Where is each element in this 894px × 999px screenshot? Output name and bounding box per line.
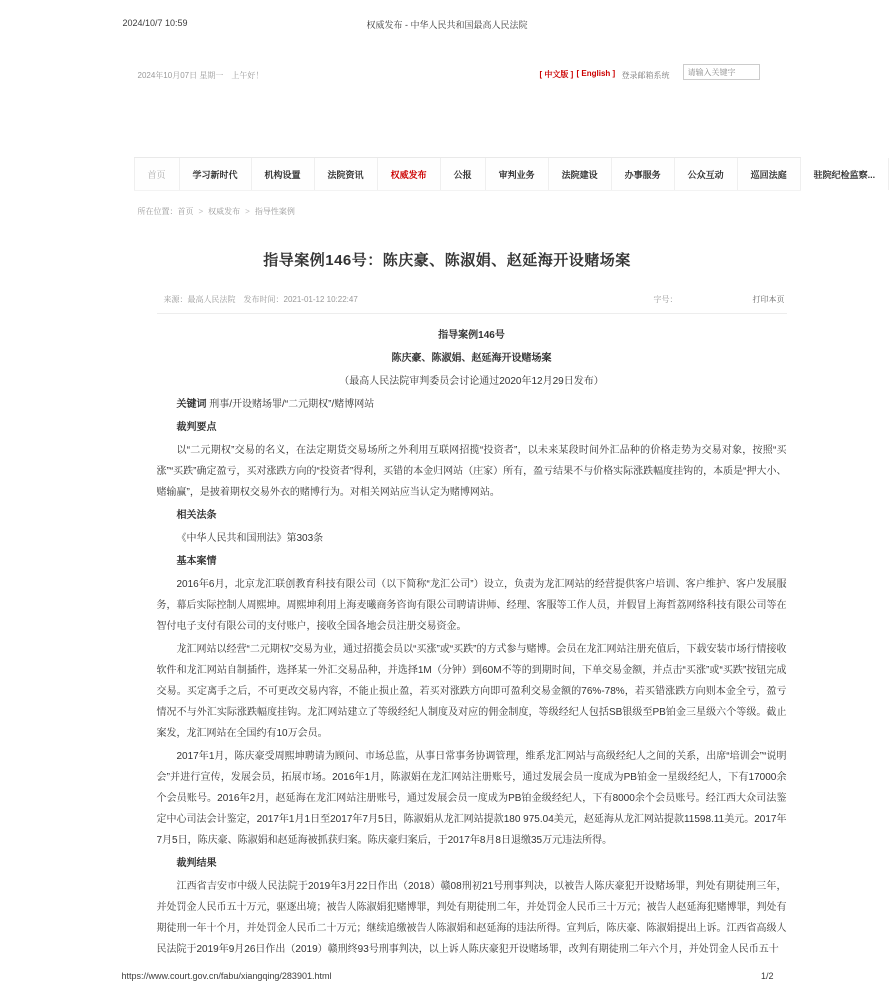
nav-item-services[interactable]: 办事服务 (612, 158, 675, 190)
main-nav (134, 157, 876, 191)
print-url: https://www.court.gov.cn/fabu/xiangqing/283901.html (121, 971, 332, 981)
article-meta (157, 292, 787, 312)
section-paragraph: 2017年1月，陈庆豪受周熙坤聘请为顾问、市场总监，从事日常事务协调管理，维系龙汇网站与高级经纪人之间的关系，出席“培训会”“说明会”并进行宣传，发展会员，拓展市场。2016年1月，陈淑娟在龙汇网站注册账号，通过发展会员一度成为PB铂金一星级经纪人，下有17000余个会员账号。2016年2月，赵延海在龙汇网站注册账号，通过发展会员一度成为PB铂金级经纪人，下有8000余个会员账号。经江西大众司法鉴定中心司法会计鉴定，2017年1月1日至2017年7月5日，陈淑娟从龙汇网站提款180 975.04美元，赵延海从龙汇网站提款11598.11美元。2017年7月5日，陈庆豪、陈淑娟和赵延海被抓获归案。陈庆豪归案后，于2017年8月8日退缴35万元违法所得。 (156, 751, 787, 846)
breadcrumb-home[interactable]: 首页 (177, 207, 194, 216)
print-page-number: 1/2 (760, 971, 774, 981)
nav-item-authoritative-release[interactable]: 权威发布 (378, 158, 441, 190)
breadcrumb-prefix: 所在位置： (137, 207, 178, 216)
nav-item-public-interaction[interactable]: 公众互动 (675, 158, 738, 190)
breadcrumb-separator: > (245, 207, 250, 216)
greeting-text: 2024年10月07日 星期一 上午好！ (137, 71, 264, 80)
nav-item-discipline-inspection[interactable]: 驻院纪检监察... (801, 158, 890, 190)
mail-login-link[interactable]: 登录邮箱系统 (621, 71, 670, 80)
keywords-text: 刑事/开设赌场罪/“二元期权”/赌博网站 (206, 399, 375, 410)
keywords-label: 关键词 (176, 399, 207, 410)
article-publish-time: 发布时间：2021-01-12 10:22:47 (243, 295, 358, 304)
breadcrumb-guiding-cases[interactable]: 指导性案例 (254, 207, 295, 216)
breadcrumb (138, 206, 295, 217)
section-paragraph: 江西省吉安市中级人民法院于2019年3月22日作出（2018）赣08刑初21号刑事判决，以被告人陈庆豪犯开设赌场罪，判处有期徒刑三年，并处罚金人民币五十万元，驱逐出境；被告人陈淑娟犯赌博罪，判处有期徒刑二年，并处罚金人民币三十万元；被告人赵延海犯赌博罪，判处有期徒刑一年十个月，并处罚金人民币二十万元；继续追缴被告人陈淑娟和赵延海的违法所得。宣判后，陈庆豪、陈淑娟提出上诉。江西省高级人民法院于2019年9月26日作出（2019）赣刑终93号刑事判决，以上诉人陈庆豪犯开设赌场罪，改判有期徒刑二年六个月，并处罚金人民币五十 (156, 881, 787, 955)
page-title: 指导案例146号：陈庆豪、陈淑娟、赵延海开设赌场案 (263, 252, 631, 269)
doc-release-note: （最高人民法院审判委员会讨论通过2020年12月29日发布） (339, 376, 604, 387)
document-body (157, 323, 787, 962)
section-paragraph: 2016年6月，北京龙汇联创教育科技有限公司（以下简称“龙汇公司”）设立，负责为龙汇网站的经营提供客户培训、客户维护、客户发展服务，幕后实际控制人周熙坤。周熙坤利用上海麦曦商务咨询有限公司聘请讲师、经理、客服等工作人员，并假冒上海哲荔网络科技有限公司等在智付电子支付有限公司的支付账户，接收全国各地会员注册交易资金。 (156, 579, 787, 632)
section-heading-judgment-result: 裁判结果 (176, 858, 217, 869)
section-heading-basic-facts: 基本案情 (176, 556, 217, 567)
section-heading-judgment-points: 裁判要点 (176, 422, 217, 433)
breadcrumb-separator: > (198, 207, 204, 216)
nav-item-overflow[interactable] (889, 158, 894, 190)
nav-item-court-construction[interactable]: 法院建设 (549, 158, 612, 190)
nav-item-organization[interactable]: 机构设置 (252, 158, 315, 190)
font-size-label: 字号： (653, 295, 678, 304)
nav-item-new-era[interactable]: 学习新时代 (180, 158, 252, 190)
nav-item-circuit-court[interactable]: 巡回法庭 (738, 158, 801, 190)
print-page-button[interactable]: 打印本页 (752, 295, 785, 304)
section-paragraph: 龙汇网站以经营“二元期权”交易为业，通过招揽会员以“买涨”或“买跌”的方式参与赌博。会员在龙汇网站注册充值后，下载安装市场行情接收软件和龙汇网站自制插件，选择某一外汇交易品种，并选择1M（分钟）到60M不等的到期时间，下单交易金额，并点击“买涨”或“买跌”按钮完成交易。买定离手之后，不可更改交易内容，不能止损止盈，若买对涨跌方向即可盈利交易金额的76%-78%，若买错涨跌方向则本金全亏，盈亏情况不与外汇实际涨跌幅度挂钩。龙汇网站建立了等级经纪人制度及对应的佣金制度，等级经纪人包括SB银级至PB铂金三星级六个等级。截止案发，龙汇网站在全国约有10万会员。 (156, 644, 787, 739)
lang-toggle-chinese[interactable]: [ 中文版 ] (539, 70, 574, 79)
section-paragraph: 以“二元期权”交易的名义，在法定期货交易场所之外利用互联网招揽“投资者”，以未来某段时间外汇品种的价格走势为交易对象，按照“买涨”“买跌”确定盈亏，买对涨跌方向的“投资者”得利，买错的本金归网站（庄家）所有，盈亏结果不与价格实际涨跌幅度挂钩的，本质是“押大小、赌输赢”，是披着期权交易外衣的赌博行为。对相关网站应当认定为赌博网站。 (156, 445, 787, 498)
meta-divider (157, 313, 787, 314)
print-title: 权威发布 - 中华人民共和国最高人民法院 (366, 20, 528, 30)
doc-case-number: 指导案例146号 (438, 330, 505, 341)
lang-toggle-english[interactable]: [ English ] (576, 69, 616, 78)
section-heading-related-law: 相关法条 (176, 510, 217, 521)
print-datetime: 2024/10/7 10:59 (122, 18, 188, 28)
nav-item-home[interactable]: 首页 (134, 158, 180, 190)
article-source: 来源：最高人民法院 (163, 295, 236, 304)
keywords-line (157, 394, 787, 415)
nav-item-court-news[interactable]: 法院资讯 (315, 158, 378, 190)
doc-case-title: 陈庆豪、陈淑娟、赵延海开设赌场案 (391, 353, 552, 364)
nav-item-trial-business[interactable]: 审判业务 (486, 158, 549, 190)
breadcrumb-authoritative-release[interactable]: 权威发布 (208, 207, 241, 216)
search-input[interactable] (683, 64, 760, 80)
section-paragraph: 《中华人民共和国刑法》第303条 (176, 533, 324, 544)
page (94, 0, 876, 999)
nav-item-gazette[interactable]: 公报 (441, 158, 486, 190)
article-source-and-time (164, 294, 358, 305)
